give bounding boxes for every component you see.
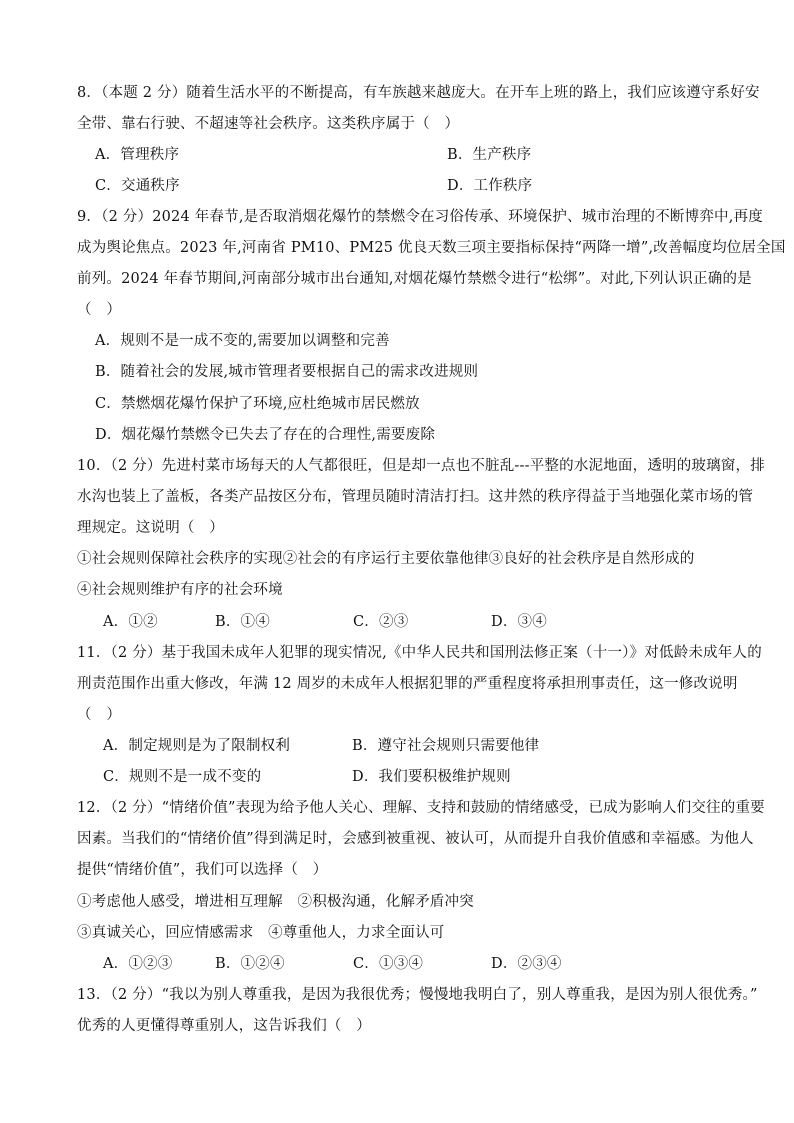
option-b[interactable]: B．生产秩序 [447, 147, 532, 163]
option-b[interactable]: B．①②④ [215, 956, 285, 972]
option-c[interactable]: C．①③④ [353, 956, 424, 972]
option-c[interactable]: C．规则不是一成不变的 [103, 769, 262, 785]
question-stem-line: 理规定。这说明（ ） [77, 520, 224, 536]
question-stem-line: 成为舆论焦点。2023 年,河南省 PM10、PM25 优良天数三项主要指标保持“两降一增”,改善幅度均位居全国 [77, 240, 786, 256]
statement-line: ①考虑他人感受，增进相互理解 ②积极沟通，化解矛盾冲突 [77, 894, 474, 910]
option-a[interactable]: A．制定规则是为了限制权利 [103, 738, 291, 754]
statement-line: ③真诚关心，回应情感需求 ④尊重他人，力求全面认可 [77, 925, 445, 941]
question-stem-line: 13．（2 分）“我以为别人尊重我，是因为我很优秀；慢慢地我明白了，别人尊重我，是因为别人很优秀。” [77, 987, 758, 1003]
question-stem-line: 水沟也装上了盖板，各类产品按区分布，管理员随时清洁打扫。这井然的秩序得益于当地强化菜市场的管 [77, 489, 754, 505]
option-c[interactable]: C．禁燃烟花爆竹保护了环境,应杜绝城市居民燃放 [95, 396, 420, 412]
statement-line: ④社会规则维护有序的社会环境 [77, 582, 283, 598]
statement-line: ①社会规则保障社会秩序的实现②社会的有序运行主要依靠他律③良好的社会秩序是自然形成的 [77, 551, 695, 567]
option-c[interactable]: C．②③ [353, 614, 409, 630]
question-stem-line: 因素。当我们的“情绪价值”得到满足时，会感到被重视、被认可，从而提升自我价值感和幸福感。为他人 [77, 831, 754, 847]
question-stem-line: 优秀的人更懂得尊重别人，这告诉我们（ ） [77, 1018, 371, 1034]
question-stem-line: 8．（本题 2 分）随着生活水平的不断提高，有车族越来越庞大。在开车上班的路上，我们应该遵守系好安 [77, 85, 760, 101]
option-b[interactable]: B．①④ [215, 614, 270, 630]
question-stem-line: 刑责范围作出重大修改，年满 12 周岁的未成年人根据犯罪的严重程度将承担刑事责任，这一修改说明 [77, 676, 738, 692]
question-stem-line: 9．（2 分）2024 年春节,是否取消烟花爆竹的禁燃令在习俗传承、环境保护、城市治理的不断博弈中,再度 [77, 209, 763, 225]
question-stem-line: 全带、靠右行驶、不超速等社会秩序。这类秩序属于（ ） [77, 116, 460, 132]
question-stem-line: 11．（2 分）基于我国未成年人犯罪的现实情况,《中华人民共和国刑法修正案（十一）》对低龄未成年人的 [77, 645, 762, 661]
option-d[interactable]: D．烟花爆竹禁燃令已失去了存在的合理性,需要废除 [95, 427, 436, 443]
question-stem-line: 12．（2 分）“情绪价值”表现为给予他人关心、理解、支持和鼓励的情绪感受，已成为影响人们交往的重要 [77, 800, 765, 816]
option-b[interactable]: B．随着社会的发展,城市管理者要根据自己的需求改进规则 [95, 364, 479, 380]
option-row [95, 176, 755, 196]
question-stem-line: （ ） [77, 707, 122, 723]
option-a[interactable]: A．①② [103, 614, 158, 630]
option-row [95, 145, 755, 165]
option-a[interactable]: A．规则不是一成不变的,需要加以调整和完善 [95, 333, 390, 349]
question-stem-line: 提供“情绪价值”，我们可以选择（ ） [77, 862, 328, 878]
option-a[interactable]: A．管理秩序 [95, 147, 180, 163]
question-stem-line: （ ） [77, 302, 122, 318]
option-d[interactable]: D．工作秩序 [447, 178, 533, 194]
option-b[interactable]: B．遵守社会规则只需要他律 [352, 738, 540, 754]
option-c[interactable]: C．交通秩序 [95, 178, 180, 194]
question-stem-line: 10．（2 分）先进村菜市场每天的人气都很旺，但是却一点也不脏乱---平整的水泥地面，透明的玻璃窗，排 [77, 458, 765, 474]
question-stem-line: 前列。2024 年春节期间,河南部分城市出台通知,对烟花爆竹禁燃令进行“松绑”。对此,下列认识正确的是 [77, 271, 752, 287]
option-d[interactable]: D．②③④ [491, 956, 562, 972]
option-d[interactable]: D．我们要积极维护规则 [352, 769, 511, 785]
option-a[interactable]: A．①②③ [103, 956, 173, 972]
option-d[interactable]: D．③④ [491, 614, 547, 630]
